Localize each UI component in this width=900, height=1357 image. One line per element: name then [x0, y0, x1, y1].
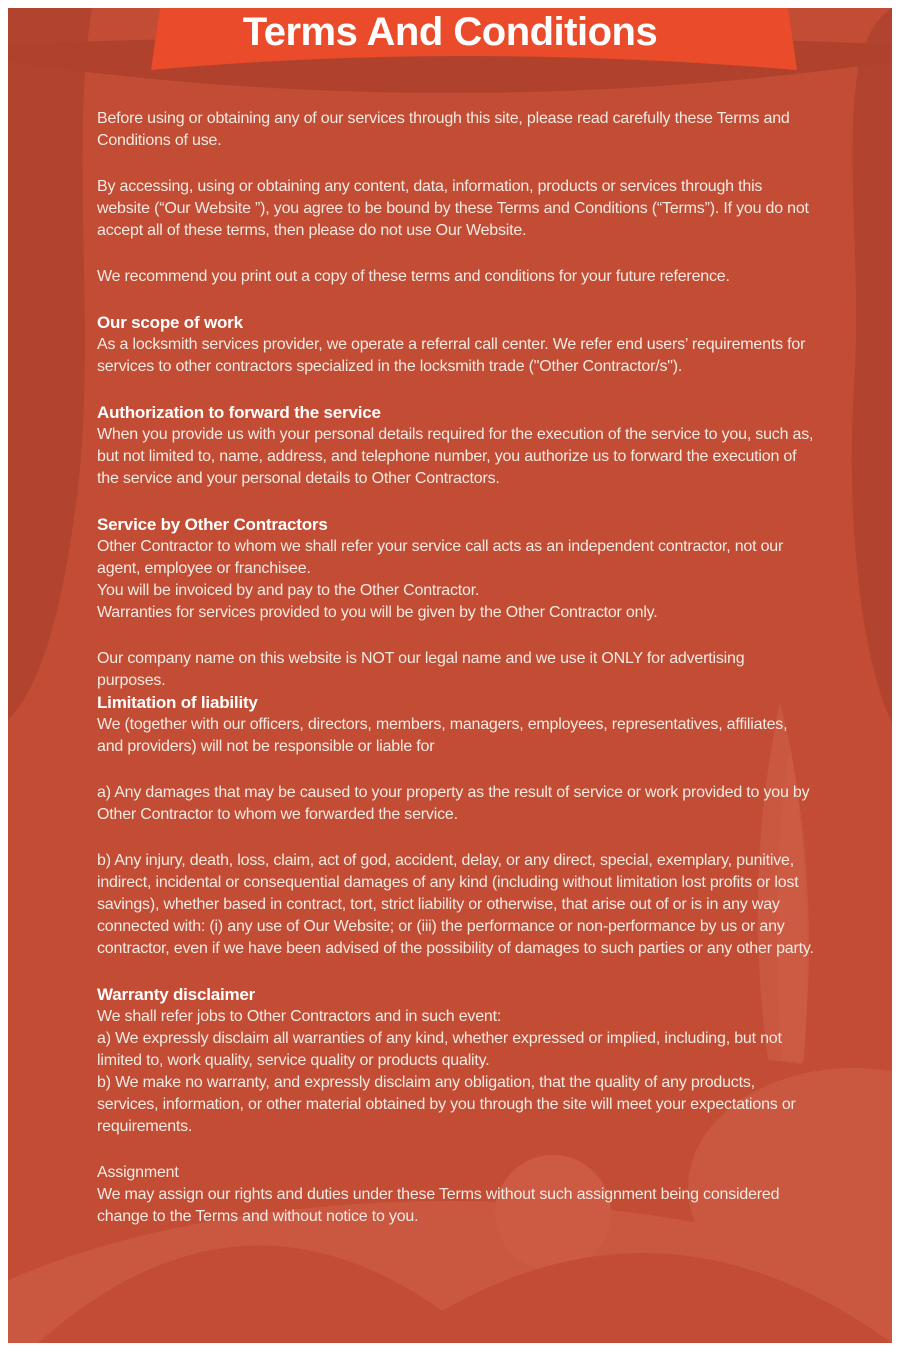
section-heading-service: Service by Other Contractors [97, 515, 328, 534]
section-assignment [97, 1162, 815, 1228]
section-heading-liability: Limitation of liability [97, 693, 258, 712]
intro-paragraph-1: Before using or obtaining any of our services through this site, please read carefully these Terms and Conditions of use. [97, 110, 790, 149]
section-heading-scope: Our scope of work [97, 313, 243, 332]
terms-canvas [8, 8, 892, 1343]
liability-item-b: b) Any injury, death, loss, claim, act of god, accident, delay, or any direct, special, exemplary, punitive, indirect, incidental or consequential damages of any kind (including without limitation lost profits or lost savings), whether based in contract, tort, strict liability or otherwise, that arise out of or is in any way connected with: (i) any use of Our Website; or (iii) the performance or non-performance by us or any contractor, even if we have been advised of the possibility of damages to such parties or any other party. [97, 852, 814, 957]
section-body-authorization: When you provide us with your personal details required for the execution of the service to you, such as, but not limited to, name, address, and telephone number, you authorize us to forward the execution of the service and your personal details to Other Contractors. [97, 426, 814, 487]
section-warranty [97, 984, 815, 1162]
service-line-warranties: Warranties for services provided to you will be given by the Other Contractor only. [97, 604, 658, 621]
terms-content [97, 108, 815, 1228]
section-heading-assignment: Assignment [97, 1164, 179, 1181]
service-line-invoiced: You will be invoiced by and pay to the Other Contractor. [97, 582, 480, 599]
warranty-item-a: a) We expressly disclaim all warranties of any kind, whether expressed or implied, including, but not limited to, work quality, service quality or products quality. [97, 1030, 782, 1069]
section-heading-authorization: Authorization to forward the service [97, 403, 381, 422]
spacer [97, 624, 815, 648]
section-service [97, 514, 815, 692]
section-body-scope: As a locksmith services provider, we operate a referral call center. We refer end users’ requirements for services to other contractors specialized in the locksmith trade ("Other Contractor/s"). [97, 336, 806, 375]
page-title: Terms And Conditions [242, 10, 658, 54]
service-line-independent: Other Contractor to whom we shall refer your service call acts as an independent contractor, not our agent, employee or franchisee. [97, 538, 784, 577]
section-scope [97, 312, 815, 378]
assignment-body: We may assign our rights and duties under these Terms without such assignment being considered change to the Terms and without notice to you. [97, 1186, 780, 1225]
spacer [97, 1138, 815, 1162]
section-authorization [97, 402, 815, 490]
intro-paragraph-2: By accessing, using or obtaining any content, data, information, products or services through this website (“Our Website ”), you agree to be bound by these Terms and Conditions (“Terms”). If you do not accept all of these terms, then please do not use Our Website. [97, 178, 809, 239]
section-liability [97, 692, 815, 960]
warranty-item-b: b) We make no warranty, and expressly disclaim any obligation, that the quality of any products, services, information, or other material obtained by you through the site will meet your expectations or requirements. [97, 1074, 796, 1135]
section-heading-warranty: Warranty disclaimer [97, 985, 256, 1004]
intro-paragraph-3: We recommend you print out a copy of these terms and conditions for your future reference. [97, 268, 730, 285]
liability-item-a: a) Any damages that may be caused to your property as the result of service or work provided to you by Other Contractor to whom we forwarded the service. [97, 784, 810, 823]
liability-intro: We (together with our officers, directors, members, managers, employees, representatives, affiliates, and providers) will not be responsible or liable for [97, 716, 788, 755]
company-name-note: Our company name on this website is NOT our legal name and we use it ONLY for advertising purposes. [97, 650, 745, 689]
warranty-intro: We shall refer jobs to Other Contractors and in such event: [97, 1008, 502, 1025]
